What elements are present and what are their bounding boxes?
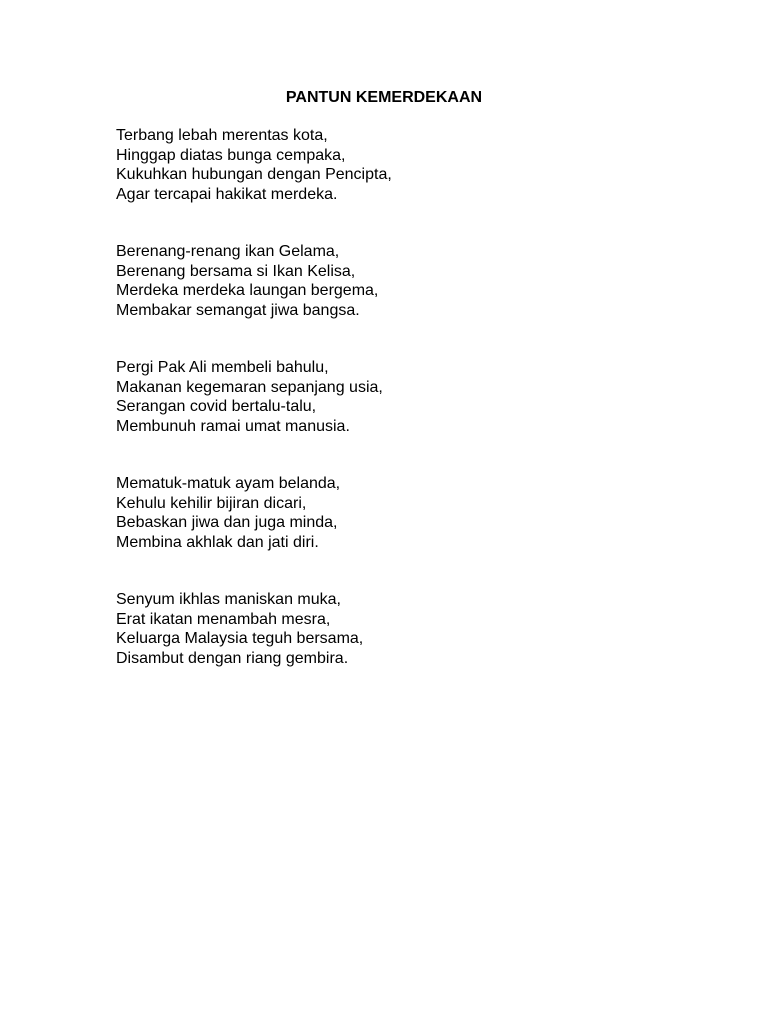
stanza-line: Merdeka merdeka laungan bergema, bbox=[116, 282, 379, 299]
poem-body bbox=[116, 126, 676, 706]
stanza-line: Senyum ikhlas maniskan muka, bbox=[116, 591, 341, 608]
stanza-line: Mematuk-matuk ayam belanda, bbox=[116, 475, 341, 492]
stanza-line: Bebaskan jiwa dan juga minda, bbox=[116, 514, 338, 531]
stanza-5 bbox=[116, 590, 676, 668]
stanza-4 bbox=[116, 474, 676, 552]
page-title: PANTUN KEMERDEKAAN bbox=[285, 89, 483, 106]
stanza-line: Berenang-renang ikan Gelama, bbox=[116, 243, 340, 260]
stanza-line: Kukuhkan hubungan dengan Pencipta, bbox=[116, 166, 392, 183]
stanza-line: Erat ikatan menambah mesra, bbox=[116, 610, 331, 628]
stanza-line: Agar tercapai hakikat merdeka. bbox=[116, 185, 338, 203]
stanza-line: Pergi Pak Ali membeli bahulu, bbox=[116, 359, 329, 376]
stanza-line: Serangan covid bertalu-talu, bbox=[116, 398, 317, 415]
stanza-line: Membina akhlak dan jati diri. bbox=[116, 533, 319, 551]
stanza-line: Membakar semangat jiwa bangsa. bbox=[116, 301, 360, 319]
stanza-3 bbox=[116, 358, 676, 436]
stanza-line: Membunuh ramai umat manusia. bbox=[116, 417, 350, 435]
stanza-line: Berenang bersama si Ikan Kelisa, bbox=[116, 262, 356, 280]
stanza-line: Disambut dengan riang gembira. bbox=[116, 649, 349, 667]
stanza-line: Keluarga Malaysia teguh bersama, bbox=[116, 630, 364, 647]
stanza-line: Hinggap diatas bunga cempaka, bbox=[116, 146, 346, 164]
stanza-1 bbox=[116, 126, 676, 204]
stanza-line: Makanan kegemaran sepanjang usia, bbox=[116, 378, 383, 396]
stanza-line: Kehulu kehilir bijiran dicari, bbox=[116, 494, 307, 512]
stanza-2 bbox=[116, 242, 676, 320]
stanza-line: Terbang lebah merentas kota, bbox=[116, 127, 328, 144]
